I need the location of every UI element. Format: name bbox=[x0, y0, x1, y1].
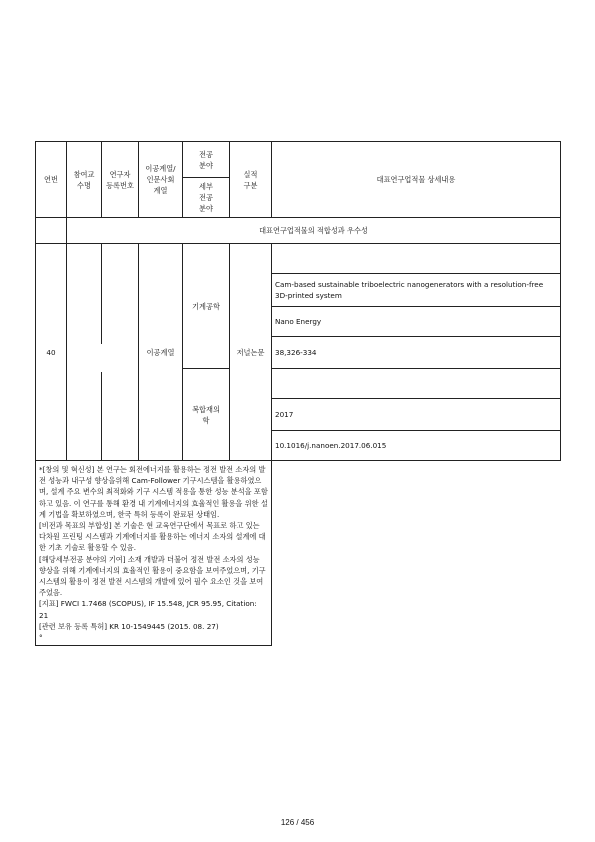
header-detail: 대표연구업적물 상세내용 bbox=[272, 142, 561, 218]
entry-journal: Nano Energy bbox=[272, 307, 561, 337]
entry-title: Cam-based sustainable triboelectric nanogenerators with a resolution-free 3D-printed system bbox=[272, 274, 561, 307]
desc-vision: [비전과 목표의 부합성] 본 기술은 현 교육연구단에서 목표로 하고 있는 다차원 프린팅 시스템과 기계에너지를 활용하는 에너지 소자의 설계에 대한 기초 기술로 활용할 수 있음. bbox=[39, 521, 266, 553]
entry-doi: 10.1016/j.nanoen.2017.06.015 bbox=[272, 431, 561, 461]
desc-patent: [관련 보유 등록 특허] KR 10-1549445 (2015. 08. 27) bbox=[39, 621, 219, 631]
entry-sub-field: 복합재의 학 bbox=[183, 369, 230, 461]
desc-contribution: [해당세부전공 분야의 기여] 소재 개발과 더불어 정전 발전 소자의 성능 향상을 위해 기계에너지의 효율적인 활용이 중요함을 보여주었으며, 기구시스템의 활용이 정전 발전 시스템의 개발에 있어 필수 요소인 것을 보여주었음. bbox=[39, 554, 266, 598]
desc-end-mark: ° bbox=[39, 633, 43, 643]
entry-number: 40 bbox=[36, 244, 67, 461]
header-participant: 참여교 수명 bbox=[67, 142, 102, 218]
header-major-field: 전공 분야 bbox=[183, 142, 230, 178]
merged-cell-gap bbox=[97, 344, 103, 372]
header-record-type: 실적 구분 bbox=[230, 142, 272, 218]
entry-major-field: 기계공학 bbox=[183, 244, 230, 369]
entry-record-type: 저널논문 bbox=[230, 244, 272, 461]
header-year-no: 연번 bbox=[36, 142, 67, 218]
entry-blank-row-2 bbox=[272, 369, 561, 399]
research-record-table bbox=[35, 141, 561, 646]
header-field-group: 이공계열/ 인문사회 계열 bbox=[139, 142, 183, 218]
entry-description bbox=[36, 461, 272, 646]
entry-researcher-id bbox=[102, 244, 139, 461]
header-sub-field: 세부 전공 분야 bbox=[183, 178, 230, 218]
desc-metrics: [지표] FWCI 1.7468 (SCOPUS), IF 15.548, JCR 95.95, Citation: 21 bbox=[39, 599, 257, 620]
entry-blank-row bbox=[272, 244, 561, 274]
header-blank-cell bbox=[36, 218, 67, 244]
page-number: 126 / 456 bbox=[280, 818, 315, 827]
entry-pages: 38,326-334 bbox=[272, 337, 561, 369]
header-researcher-id: 연구자 등록번호 bbox=[102, 142, 139, 218]
header-suitability: 대표연구업적물의 적합성과 우수성 bbox=[67, 218, 561, 244]
entry-field-group: 이공계열 bbox=[139, 244, 183, 461]
entry-year: 2017 bbox=[272, 399, 561, 431]
desc-creativity: *[창의 및 혁신성] 본 연구는 회전에너지를 활용하는 정전 발전 소자의 발전 성능과 내구성 향상을위해 Cam-Follower 기구시스템을 활용하였으며, 설계 주요 변수의 최적화와 기구 시스템 적용을 통한 성능 분석을 포함하고 있음. 이 연구를 통해 환경 내 기계에너지의 효율적인 활용을 위한 설계 기법을 확보하였으며, 한국 특허 등록이 완료된 상태임. bbox=[39, 465, 268, 519]
